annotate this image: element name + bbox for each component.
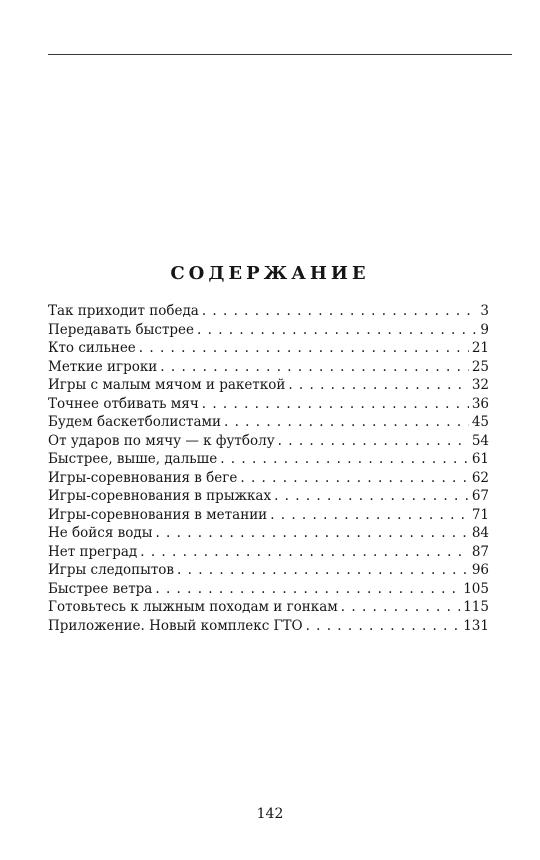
toc-entry [48, 487, 489, 506]
dot-leader [270, 506, 469, 525]
toc-entry-title: Передавать быстрее [48, 321, 195, 338]
toc-entry-title: Точнее отбивать мяч [48, 395, 199, 412]
toc-entry-page: 25 [471, 358, 489, 375]
toc-entry-title: Игры-соревнования в метании [48, 506, 268, 523]
toc-entry-page: 105 [463, 580, 489, 597]
toc-entry [48, 506, 489, 525]
dot-leader [155, 580, 460, 599]
toc-entry-page: 87 [471, 543, 489, 560]
dot-leader [220, 450, 469, 469]
dot-leader [177, 561, 469, 580]
toc-entry-title: Кто сильнее [48, 340, 136, 356]
toc-entry-title: Игры следопытов [48, 562, 175, 578]
toc-entry-title: От ударов по мячу — к футболу [48, 432, 275, 449]
toc-entry [48, 450, 489, 469]
toc-entry [48, 561, 489, 580]
toc-entry-page: 45 [471, 414, 489, 430]
toc-entry-page: 115 [463, 599, 489, 615]
toc-entry-page: 32 [471, 377, 489, 393]
toc-entry-page: 21 [471, 340, 489, 356]
toc-entry [48, 413, 489, 432]
toc-entry-page: 3 [480, 303, 489, 319]
toc-entry-page: 131 [463, 617, 489, 634]
toc-entry [48, 339, 489, 358]
toc-entry-title: Готовьтесь к лыжным походам и гонкам [48, 599, 338, 615]
toc-entry-page: 96 [471, 562, 489, 578]
toc-entry-title: Игры-соревнования в прыжках [48, 488, 272, 504]
toc-entry-title: Так приходит победа [48, 303, 199, 319]
top-rule [48, 54, 512, 55]
toc-entry [48, 617, 489, 636]
toc-entry [48, 376, 489, 395]
toc-entry-title: Нет преград [48, 543, 138, 560]
toc-entry-page: 61 [471, 451, 489, 467]
dot-leader [288, 376, 468, 395]
toc-entry [48, 524, 489, 543]
toc-entry [48, 580, 489, 599]
toc-entry [48, 321, 489, 340]
contents-heading: СОДЕРЖАНИЕ [170, 263, 370, 284]
dot-leader [202, 395, 469, 414]
dot-leader [139, 339, 469, 358]
dot-leader [274, 487, 469, 506]
toc-entry [48, 358, 489, 377]
page-number: 142 [256, 806, 284, 822]
toc-entry-page: 71 [471, 506, 489, 523]
toc-entry [48, 395, 489, 414]
toc-entry-page: 62 [471, 469, 489, 486]
dot-leader [197, 321, 477, 340]
toc-entry-title: Игры-соревнования в беге [48, 469, 238, 486]
toc-entry-title: Меткие игроки [48, 358, 158, 375]
toc-entry-page: 84 [471, 525, 489, 541]
toc-entry-page: 9 [480, 321, 489, 338]
toc-entry-title: Приложение. Новый комплекс ГТО [48, 617, 303, 634]
toc-entry-page: 67 [471, 488, 489, 504]
dot-leader [278, 432, 469, 451]
dot-leader [341, 598, 460, 617]
toc-entry-page: 36 [471, 395, 489, 412]
toc-entry [48, 469, 489, 488]
toc-entry [48, 302, 489, 321]
toc-entry-page: 54 [471, 432, 489, 449]
dot-leader [140, 543, 469, 562]
toc-entry-title: Быстрее ветра [48, 580, 153, 597]
dot-leader [155, 524, 468, 543]
dot-leader [160, 358, 469, 377]
toc-entry-title: Будем баскетболистами [48, 414, 221, 430]
table-of-contents [48, 302, 489, 635]
toc-entry [48, 598, 489, 617]
toc-entry-title: Игры с малым мячом и ракеткой [48, 377, 286, 393]
dot-leader [224, 413, 469, 432]
toc-entry-title: Быстрее, выше, дальше [48, 451, 218, 467]
toc-entry-title: Не бойся воды [48, 525, 153, 541]
dot-leader [306, 617, 461, 636]
dot-leader [240, 469, 468, 488]
toc-entry [48, 432, 489, 451]
dot-leader [202, 302, 478, 321]
toc-entry [48, 543, 489, 562]
